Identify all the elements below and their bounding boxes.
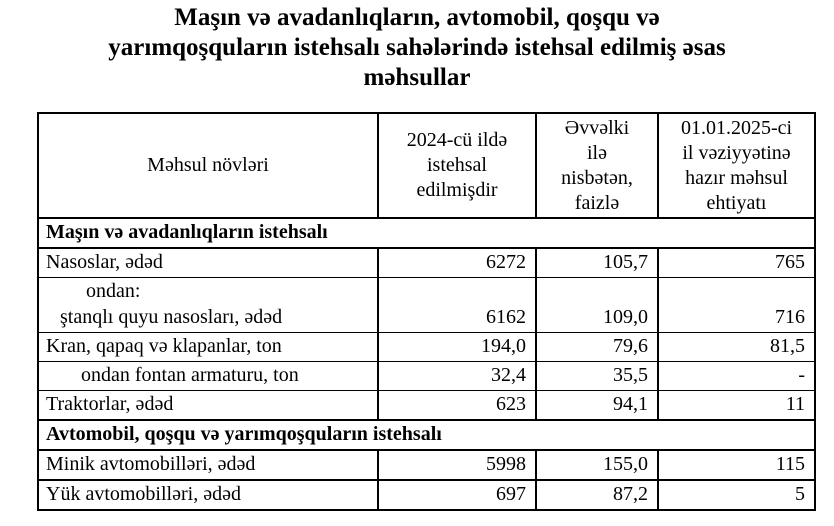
section-row-machinery [38, 218, 815, 248]
produced-value-cell: 697 [378, 480, 536, 510]
stock-value-cell: 716 [658, 278, 815, 333]
product-name-cell [38, 278, 378, 333]
column-header-line: ilə [587, 141, 607, 164]
product-row-valves [38, 333, 815, 362]
produced-value-cell: 623 [378, 391, 536, 421]
produced-value-cell: 6162 [378, 278, 536, 333]
page-title [0, 3, 834, 93]
product-row-passenger-cars [38, 450, 815, 480]
produced-value-cell: 32,4 [378, 362, 536, 391]
column-header-produced-2024 [378, 113, 536, 218]
product-name-cell: Traktorlar, ədəd [38, 391, 378, 421]
percent-value-cell: 109,0 [536, 278, 658, 333]
column-header-line: faizlə [574, 191, 620, 214]
stock-value-cell: 5 [658, 480, 815, 510]
column-header-line: Əvvəlki [564, 116, 630, 139]
produced-value-cell: 5998 [378, 450, 536, 480]
product-name-cell: ondan fontan armaturu, ton [38, 362, 378, 391]
table-header-row [38, 113, 815, 218]
stock-value-cell: 115 [658, 450, 815, 480]
section-row-automobiles [38, 420, 815, 450]
column-header-stock-2025 [658, 113, 815, 218]
percent-value-cell: 35,5 [536, 362, 658, 391]
column-header-line: istehsal [427, 154, 487, 176]
product-name-line: ştanqlı quyu nasosları, ədəd [60, 306, 283, 328]
page-title-line: məhsullar [363, 64, 471, 91]
column-header-line: nisbətən, [561, 166, 633, 189]
stock-value-cell: 11 [658, 391, 815, 421]
stock-value-cell: 765 [658, 248, 815, 278]
product-row-rod-well-pumps [38, 278, 815, 333]
product-row-pumps [38, 248, 815, 278]
product-name-cell: Nasoslar, ədəd [38, 248, 378, 278]
percent-value-cell: 105,7 [536, 248, 658, 278]
stock-value-cell: - [658, 362, 815, 391]
produced-value-cell: 6272 [378, 248, 536, 278]
percent-value-cell: 94,1 [536, 391, 658, 421]
section-label: Avtomobil, qoşqu və yarımqoşquların istehsalı [38, 420, 815, 450]
product-name-cell: Yük avtomobilləri, ədəd [38, 480, 378, 510]
stock-value-cell: 81,5 [658, 333, 815, 362]
page-title-line: Maşın və avadanlıqların, avtomobil, qoşqu və [174, 4, 660, 31]
product-name-line: ondan: [86, 280, 141, 302]
column-header-line: hazır məhsul [685, 166, 788, 189]
products-table [37, 112, 816, 511]
product-row-tractors [38, 391, 815, 421]
column-header-line: 2024-cü ildə [406, 129, 508, 151]
product-name-cell: Minik avtomobilləri, ədəd [38, 450, 378, 480]
section-label: Maşın və avadanlıqların istehsalı [38, 218, 815, 248]
product-row-fountain-fittings [38, 362, 815, 391]
page-title-line: yarımqoşquların istehsalı sahələrində istehsal edilmiş əsas [108, 34, 726, 61]
percent-value-cell: 79,6 [536, 333, 658, 362]
column-header-percent-vs-previous [536, 113, 658, 218]
percent-value-cell: 155,0 [536, 450, 658, 480]
column-header-product-types: Məhsul növləri [38, 113, 378, 218]
column-header-line: edilmişdir [416, 179, 498, 201]
column-header-line: ehtiyatı [706, 191, 767, 214]
product-row-trucks [38, 480, 815, 510]
percent-value-cell: 87,2 [536, 480, 658, 510]
product-name-cell: Kran, qapaq və klapanlar, ton [38, 333, 378, 362]
column-header-line: 01.01.2025-ci [680, 116, 793, 139]
produced-value-cell: 194,0 [378, 333, 536, 362]
column-header-line: il vəziyyətinə [682, 141, 791, 164]
